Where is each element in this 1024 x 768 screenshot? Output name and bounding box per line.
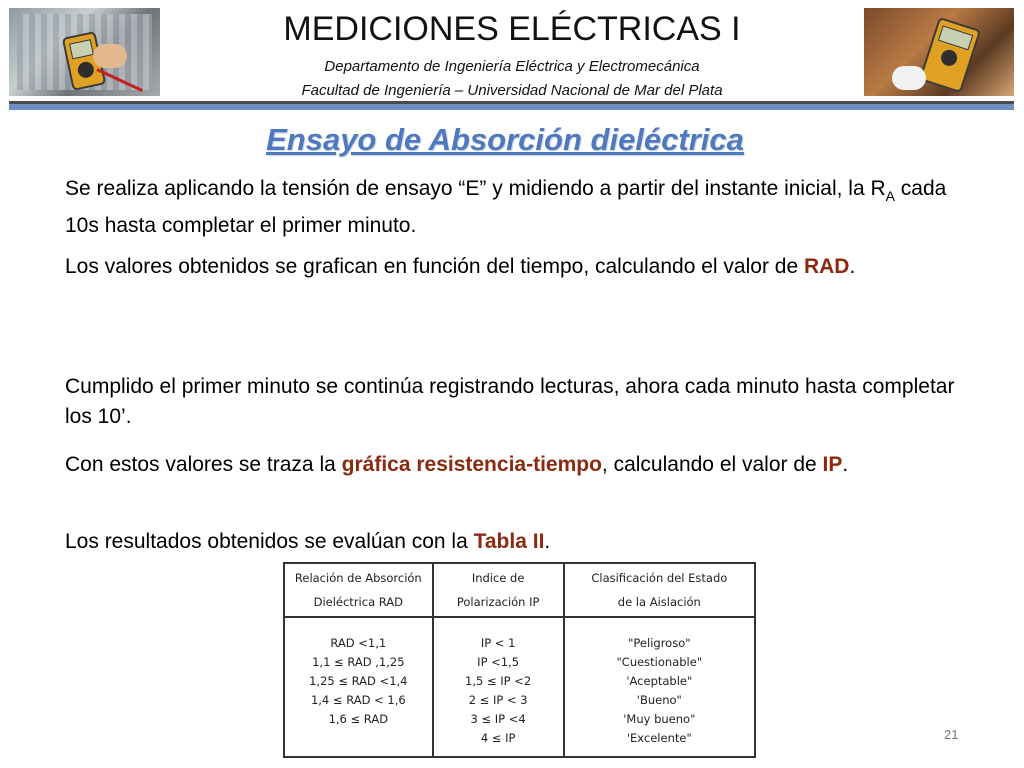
cell-classification-values: "Peligroso" "Cuestionable" 'Aceptable" 'Bueno" 'Muy bueno" 'Excelente": [564, 617, 755, 757]
classification-table: [283, 562, 756, 758]
paragraph-test-procedure: Se realiza aplicando la tensión de ensayo “E” y midiendo a partir del instante inicial, la $R_A$ cada 10s hasta completar el primer minuto.: [65, 177, 947, 237]
subscript-a: A: [885, 188, 895, 204]
highlight-graph: gráfica resistencia-tiempo: [341, 453, 602, 476]
paragraph-ip: Con estos valores se traza la gráfica resistencia-tiempo, calculando el valor de IP.: [65, 453, 849, 476]
table-row: [284, 617, 755, 757]
paragraph-table-reference: Los resultados obtenidos se evalúan con la Tabla II.: [65, 530, 551, 553]
paragraph-continue-readings: Cumplido el primer minuto se continúa registrando lecturas, ahora cada minuto hasta completar los 10’.: [65, 375, 955, 428]
cell-ip-values: IP < 1 IP <1,5 1,5 ≤ IP <2 2 ≤ IP < 3 3 ≤ IP <4 4 ≤ IP: [433, 617, 564, 757]
faculty-subtitle: Facultad de Ingeniería – Universidad Nacional de Mar del Plata: [301, 82, 723, 99]
department-subtitle: Departamento de Ingeniería Eléctrica y Electromecánica: [324, 58, 700, 75]
section-title: Ensayo de Absorción dieléctrica: [266, 122, 744, 157]
multimeter-photo-right: [864, 8, 1014, 96]
highlight-table: Tabla II: [473, 530, 545, 553]
highlight-rad: RAD: [803, 255, 850, 278]
cell-rad-values: RAD <1,1 1,1 ≤ RAD ,1,25 1,25 ≤ RAD <1,4 1,4 ≤ RAD < 1,6 1,6 ≤ RAD: [284, 617, 433, 757]
header-divider-blue: [9, 104, 1014, 110]
glove-icon: [892, 66, 926, 90]
header-ip: Indice de Polarización IP: [433, 563, 564, 617]
highlight-ip: IP: [822, 453, 843, 476]
paragraph-rad: Los valores obtenidos se grafican en función del tiempo, calculando el valor de RAD.: [65, 255, 856, 278]
header-rad: Relación de Absorción Dieléctrica RAD: [284, 563, 433, 617]
hand-icon: [93, 44, 127, 68]
page-number: 21: [944, 727, 959, 742]
multimeter-icon: [919, 17, 981, 93]
table-header-row: [284, 563, 755, 617]
header-classification: Clasificación del Estado de la Aislación: [564, 563, 755, 617]
multimeter-photo-left: [9, 8, 160, 96]
slide-title: MEDICIONES ELÉCTRICAS I: [283, 10, 741, 48]
